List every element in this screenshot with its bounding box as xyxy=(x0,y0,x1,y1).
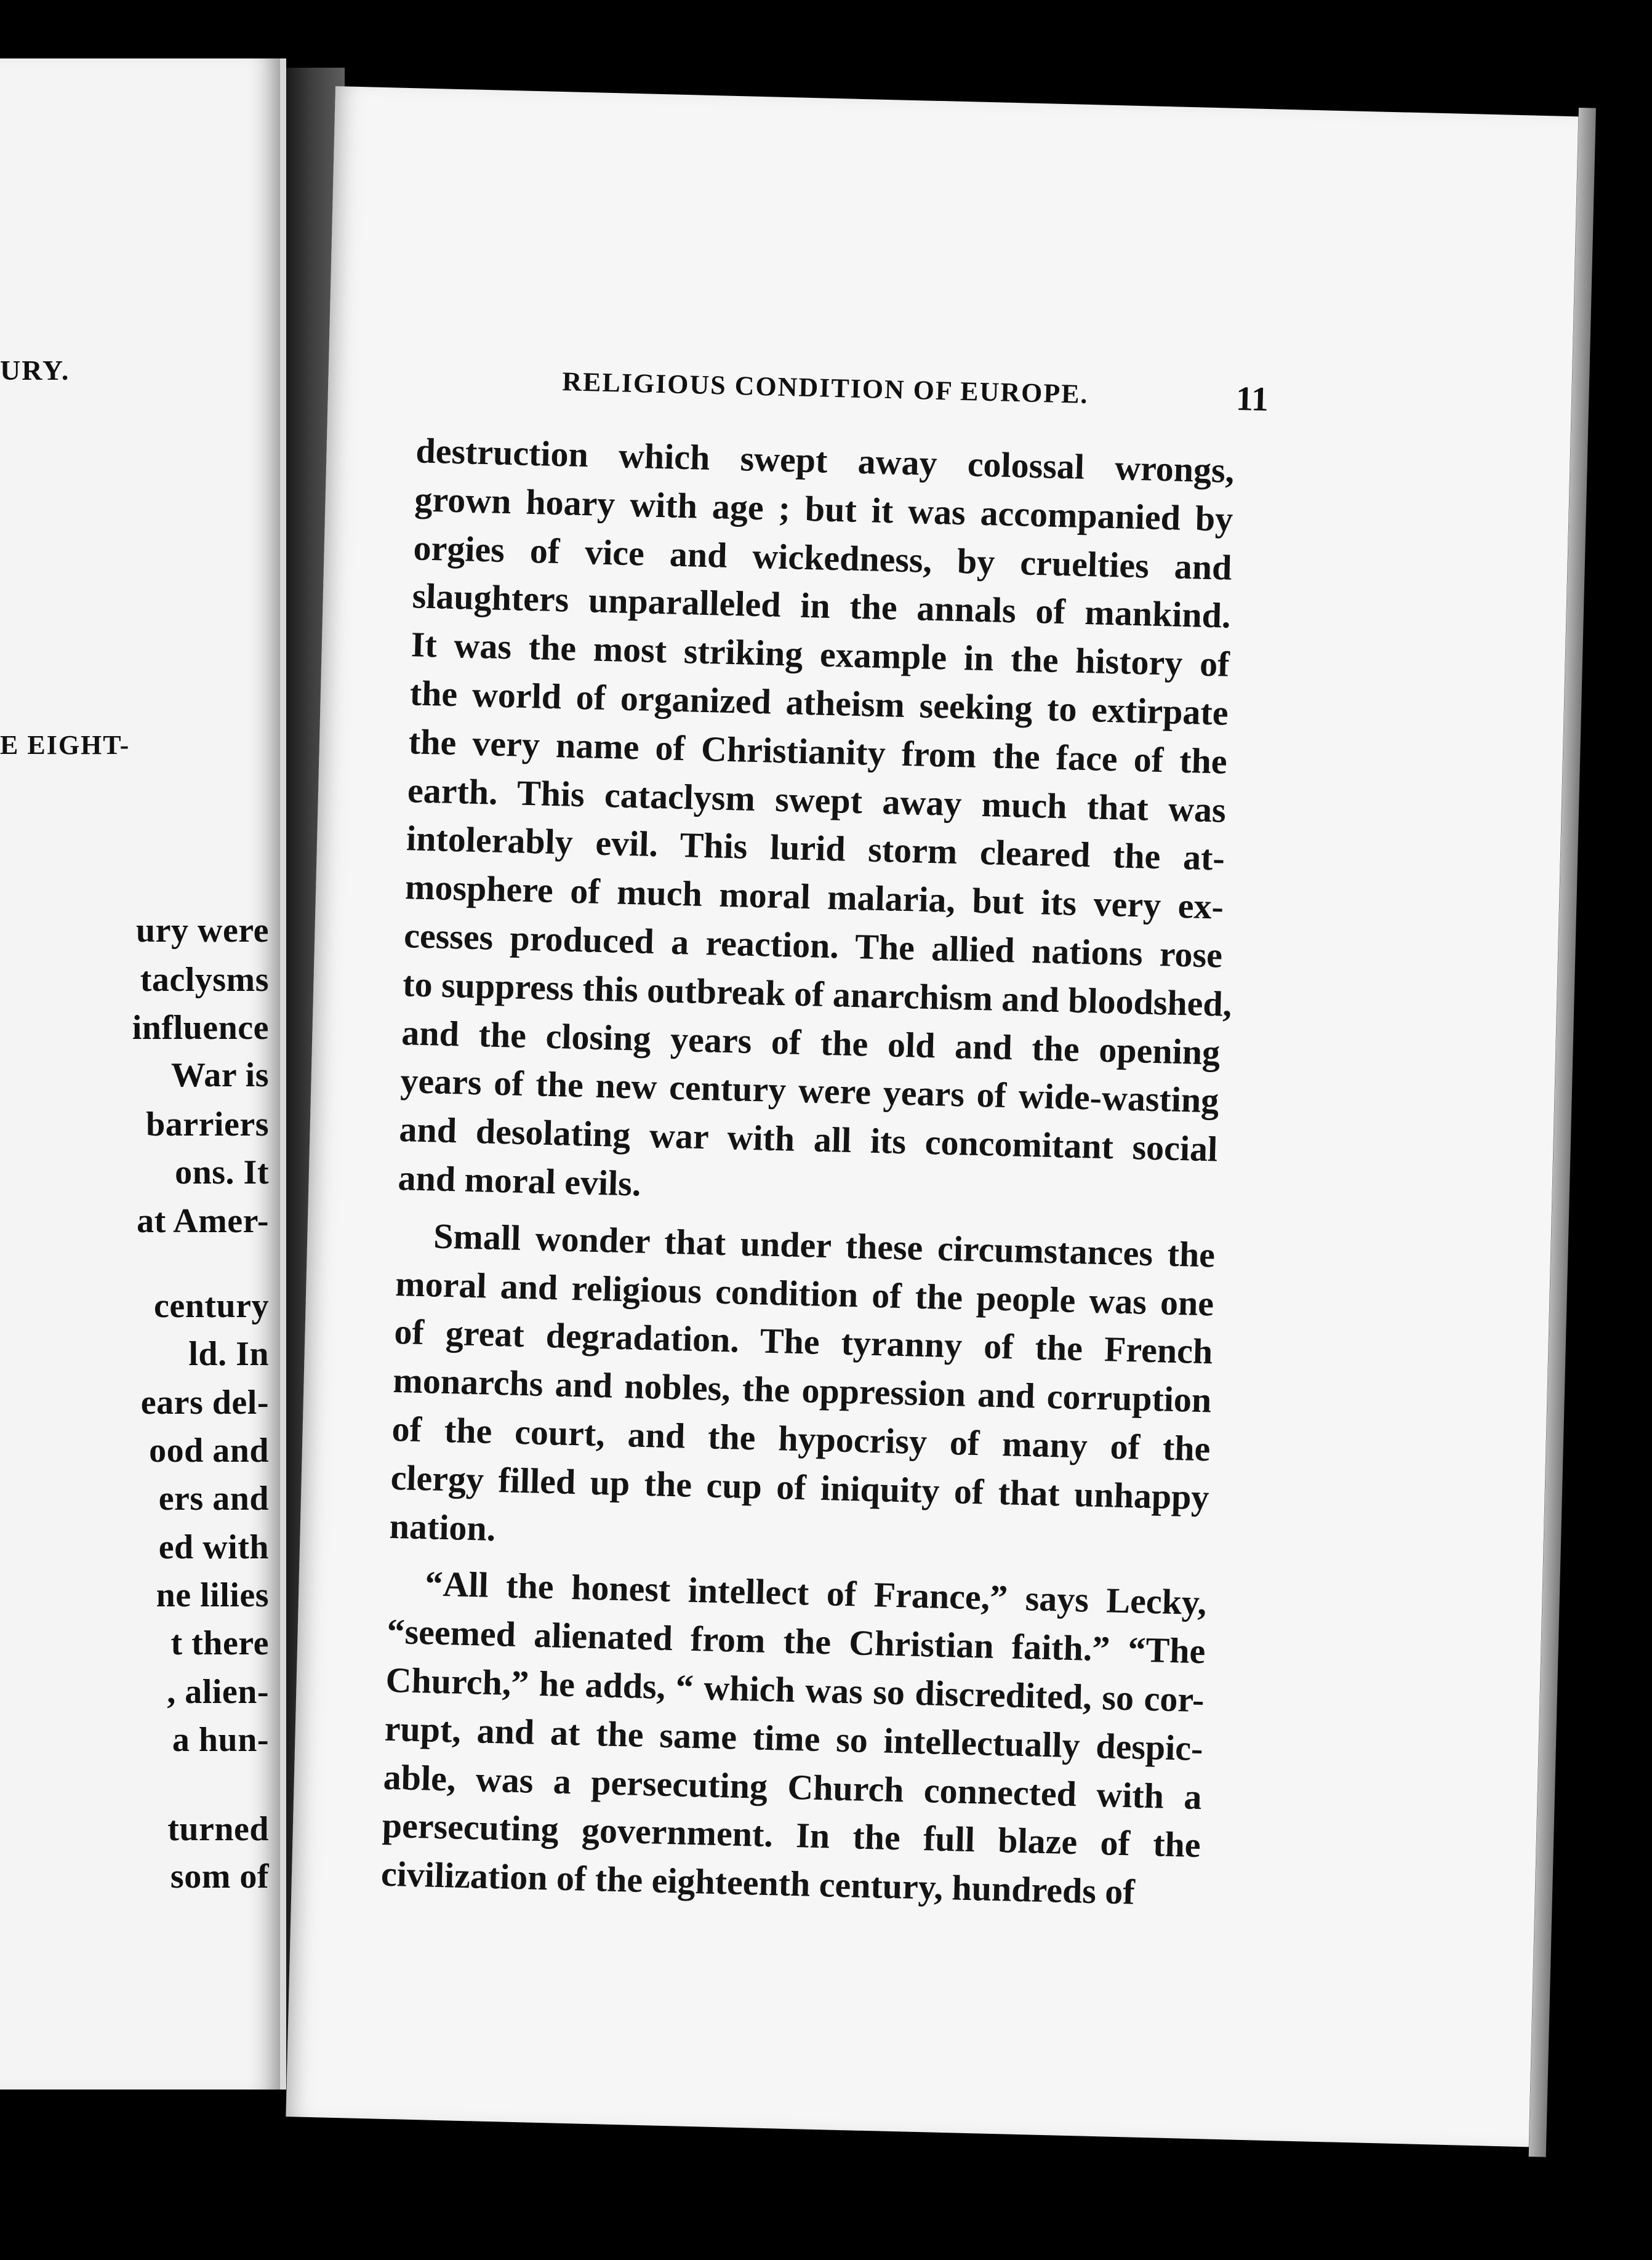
left-page-line: t there xyxy=(170,1624,269,1662)
text-line: to suppress this outbreak of anarchism and bloodshed, xyxy=(402,963,1233,1024)
text-line: slaughters unparalleled in the annals of mankind. xyxy=(412,575,1232,636)
left-page-line: ood and xyxy=(149,1432,269,1470)
body-text xyxy=(380,427,1235,1918)
text-line: of the court, and the hypocrisy of many of the xyxy=(391,1408,1211,1469)
right-page xyxy=(286,86,1578,2147)
left-page-line: ons. It xyxy=(175,1153,269,1192)
left-page-line: ers and xyxy=(158,1480,269,1518)
text-line: able, was a persecuting Church connected with a xyxy=(383,1757,1203,1817)
left-page-line: War is xyxy=(170,1056,269,1094)
text-line: and desolating war with all its concomitant social xyxy=(398,1109,1219,1169)
text-line: the very name of Christianity from the face of the xyxy=(408,721,1228,782)
left-page-line: barriers xyxy=(146,1105,269,1144)
text-line: the world of organized atheism seeking to extirpate xyxy=(409,673,1229,733)
left-page-line: ury were xyxy=(136,912,269,950)
text-line: monarchs and nobles, the oppression and corruption xyxy=(392,1360,1213,1421)
left-page-line: ed with xyxy=(158,1528,269,1566)
text-line: orgies of vice and wickedness, by cruelties and xyxy=(412,527,1233,588)
left-page-line: turned xyxy=(167,1810,269,1848)
paragraph xyxy=(389,1211,1216,1571)
text-line: intolerably evil. This lurid storm cleared the at- xyxy=(406,818,1225,879)
page-number: 11 xyxy=(1235,379,1269,419)
left-page-line: ne lilies xyxy=(156,1576,269,1614)
left-subheading-fragment: E EIGHT- xyxy=(0,730,130,760)
text-line: It was the most striking example in the history of xyxy=(411,624,1230,684)
text-line: grown hoary with age ; but it was accompanied by xyxy=(414,479,1234,539)
left-page-line: a hun- xyxy=(172,1721,269,1759)
left-page-line: at Amer- xyxy=(137,1202,269,1240)
left-running-head-fragment: URY. xyxy=(0,355,70,386)
text-line: Church,” he adds, “ which was so discredited, so cor- xyxy=(385,1659,1205,1720)
left-page-line: century xyxy=(153,1287,269,1325)
left-page-line: influence xyxy=(132,1009,269,1047)
text-line: Small wonder that under these circumstances the xyxy=(433,1216,1216,1275)
text-line: “seemed alienated from the Christian faith.” “The xyxy=(386,1611,1206,1672)
text-line: and moral evils. xyxy=(397,1157,642,1204)
paragraph xyxy=(398,427,1235,1222)
left-page-line: , alien- xyxy=(167,1673,269,1711)
text-line: earth. This cataclysm swept away much that was xyxy=(407,769,1227,830)
text-line: years of the new century were years of wide-wasting xyxy=(399,1060,1219,1121)
text-line: moral and religious condition of the people was one xyxy=(395,1263,1214,1323)
text-line: persecuting government. In the full blaze of the xyxy=(382,1805,1201,1865)
text-line: destruction which swept away colossal wrongs, xyxy=(415,430,1235,491)
running-head: RELIGIOUS CONDITION OF EUROPE. xyxy=(561,366,1089,410)
text-line: nation. xyxy=(389,1505,497,1549)
left-page xyxy=(0,58,286,2090)
left-page-line: som of xyxy=(170,1857,269,1896)
text-line: mosphere of much moral malaria, but its very ex- xyxy=(404,867,1224,927)
text-line: and the closing years of the old and the opening xyxy=(401,1012,1221,1073)
text-line: rupt, and at the same time so intellectually despic- xyxy=(384,1708,1204,1768)
text-line: cesses produced a reaction. The allied nations rose xyxy=(403,915,1223,976)
paragraph xyxy=(380,1559,1207,1918)
text-line: of great degradation. The tyranny of the French xyxy=(393,1312,1213,1372)
text-line: civilization of the eighteenth century, hundreds of xyxy=(380,1853,1136,1912)
text-line: clergy filled up the cup of iniquity of that unhappy xyxy=(390,1457,1210,1518)
left-page-line: taclysms xyxy=(140,961,269,999)
left-page-line: ears del- xyxy=(140,1384,269,1422)
left-page-line: ld. In xyxy=(188,1335,269,1373)
text-line: “All the honest intellect of France,” says Lecky, xyxy=(424,1563,1208,1623)
